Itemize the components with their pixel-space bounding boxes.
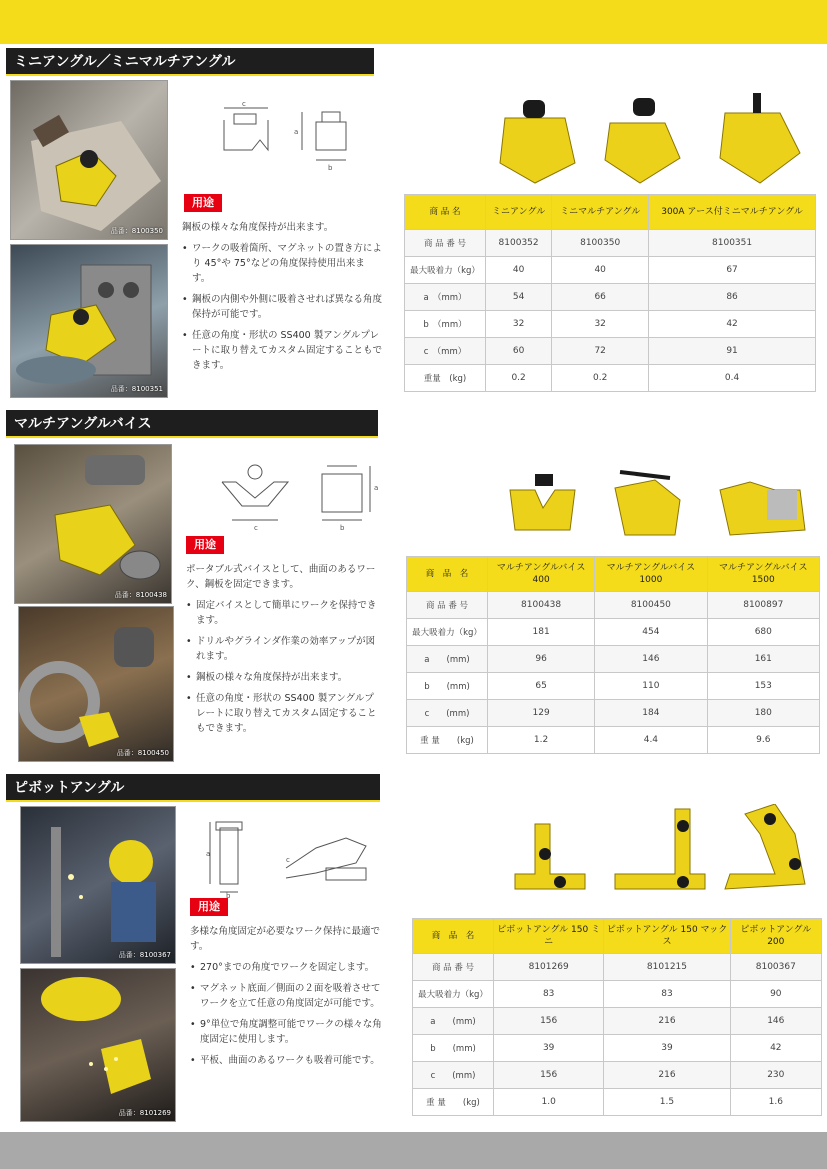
table-cell: 454 xyxy=(595,619,707,646)
table-cell: 65 xyxy=(488,673,595,700)
product-photo xyxy=(20,806,176,964)
usage-bullet: • 9°単位で角度調整可能でワークの様々な角度固定に使用します。 xyxy=(190,1017,386,1047)
usage-description xyxy=(186,562,382,742)
product-images xyxy=(505,804,820,904)
top-accent-bar xyxy=(0,0,827,44)
table-header-cell: ピボットアングル 200 xyxy=(730,919,821,954)
table-cell: 39 xyxy=(494,1035,604,1062)
table-row xyxy=(413,1008,822,1035)
table-row xyxy=(405,257,816,284)
table-cell: c (mm) xyxy=(407,700,488,727)
table-header-row xyxy=(407,557,820,592)
table-cell: 商 品 番 号 xyxy=(407,592,488,619)
usage-bullet: • マグネット底面／側面の２面を吸着させてワークを立て任意の角度固定が可能です。 xyxy=(190,981,386,1011)
usage-description xyxy=(190,924,386,1074)
svg-text:b: b xyxy=(340,524,345,532)
usage-badge: 用途 xyxy=(184,194,222,212)
table-cell: 90 xyxy=(730,981,821,1008)
table-row xyxy=(407,727,820,754)
table-cell: 42 xyxy=(730,1035,821,1062)
table-cell: 1.0 xyxy=(494,1089,604,1116)
photo-caption: 品番：8101269 xyxy=(118,1109,171,1117)
svg-text:a: a xyxy=(374,484,379,492)
section-title: マルチアングルバイス xyxy=(6,410,378,438)
dimension-drawing xyxy=(206,818,386,898)
table-row xyxy=(405,338,816,365)
table-cell: 最大吸着力（kg） xyxy=(405,257,486,284)
product-photo xyxy=(10,244,168,398)
table-cell: 161 xyxy=(707,646,819,673)
table-cell: 54 xyxy=(486,284,552,311)
table-cell: 8100351 xyxy=(649,230,816,257)
table-cell: 8100897 xyxy=(707,592,819,619)
section-title: ピボットアングル xyxy=(6,774,380,802)
usage-bullet: • 270°までの角度でワークを固定します。 xyxy=(190,960,386,975)
table-cell: 156 xyxy=(494,1062,604,1089)
product-images xyxy=(495,88,815,208)
svg-text:c: c xyxy=(242,100,246,108)
table-row xyxy=(407,592,820,619)
product-photo xyxy=(20,968,176,1122)
bottom-bar xyxy=(0,1132,827,1169)
usage-bullet: • ワークの吸着箇所、マグネットの置き方により 45°や 75°などの角度保持使用出来ます。 xyxy=(182,241,382,286)
table-cell: b (mm) xyxy=(407,673,488,700)
usage-description xyxy=(182,220,382,379)
table-cell: 8100350 xyxy=(552,230,649,257)
usage-badge: 用途 xyxy=(190,898,228,916)
section-pivot-angle xyxy=(0,774,827,1132)
table-cell: 40 xyxy=(486,257,552,284)
dimension-drawing xyxy=(212,100,362,180)
table-cell: 129 xyxy=(488,700,595,727)
section-title: ミニアングル／ミニマルチアングル xyxy=(6,48,374,76)
product-photo xyxy=(18,606,174,762)
photo-caption: 品番：8100350 xyxy=(110,227,163,235)
table-cell: 0.2 xyxy=(486,365,552,392)
table-cell: c （mm） xyxy=(405,338,486,365)
photo-caption: 品番：8100438 xyxy=(114,591,167,599)
table-cell: 184 xyxy=(595,700,707,727)
table-cell: 0.4 xyxy=(649,365,816,392)
table-cell: 32 xyxy=(552,311,649,338)
table-cell: 216 xyxy=(604,1062,730,1089)
table-row xyxy=(407,700,820,727)
table-row xyxy=(407,673,820,700)
table-cell: 110 xyxy=(595,673,707,700)
svg-text:a: a xyxy=(206,850,211,858)
table-cell: 8100438 xyxy=(488,592,595,619)
usage-badge: 用途 xyxy=(186,536,224,554)
table-cell: 146 xyxy=(730,1008,821,1035)
table-cell: 680 xyxy=(707,619,819,646)
table-header-cell: ピボットアングル 150 ミニ xyxy=(494,919,604,954)
table-cell: 181 xyxy=(488,619,595,646)
pivot-sparks-photo-illustration xyxy=(21,969,176,1122)
table-row xyxy=(413,1062,822,1089)
photo-caption: 品番：8100367 xyxy=(118,951,171,959)
usage-bullet: • ドリルやグラインダ作業の効率アップが図れます。 xyxy=(186,634,382,664)
table-header-cell: ミニアングル xyxy=(486,195,552,230)
table-row xyxy=(407,619,820,646)
table-cell: b (mm) xyxy=(413,1035,494,1062)
table-cell: 重 量 (kg) xyxy=(413,1089,494,1116)
usage-intro: 鋼板の様々な角度保持が出来ます。 xyxy=(182,222,334,233)
table-header-cell: 商 品 名 xyxy=(407,557,488,592)
mini-multi-angle-photo-illustration xyxy=(11,245,168,398)
table-header-cell: 300A アース付ミニマルチアングル xyxy=(649,195,816,230)
table-header-cell: マルチアングルバイス 1000 xyxy=(595,557,707,592)
usage-bullet: • 固定バイスとして簡単にワークを保持できます。 xyxy=(186,598,382,628)
photo-caption: 品番：8100351 xyxy=(110,385,163,393)
product-images xyxy=(505,460,815,550)
spec-table xyxy=(406,556,820,754)
svg-text:c: c xyxy=(254,524,258,532)
usage-bullet: • 鋼板の様々な角度保持が出来ます。 xyxy=(186,670,382,685)
table-cell: 42 xyxy=(649,311,816,338)
table-row xyxy=(413,954,822,981)
table-cell: 商 品 番 号 xyxy=(405,230,486,257)
table-row xyxy=(413,981,822,1008)
table-cell: a (mm) xyxy=(413,1008,494,1035)
table-cell: 96 xyxy=(488,646,595,673)
dimension-drawing xyxy=(212,454,382,534)
svg-text:c: c xyxy=(286,856,290,864)
table-row xyxy=(405,230,816,257)
table-cell: 1.2 xyxy=(488,727,595,754)
table-header-cell: ピボットアングル 150 マックス xyxy=(604,919,730,954)
table-cell: 86 xyxy=(649,284,816,311)
photo-caption: 品番：8100450 xyxy=(116,749,169,757)
table-cell: 8101215 xyxy=(604,954,730,981)
usage-intro: 多様な角度固定が必要なワーク保持に最適です。 xyxy=(190,926,381,952)
table-cell: 4.4 xyxy=(595,727,707,754)
table-row xyxy=(405,284,816,311)
table-cell: 最大吸着力（kg） xyxy=(407,619,488,646)
table-cell: 重量 (kg) xyxy=(405,365,486,392)
table-header-cell: 商 品 名 xyxy=(413,919,494,954)
table-cell: 重 量 (kg) xyxy=(407,727,488,754)
table-header-cell: 商 品 名 xyxy=(405,195,486,230)
mini-angle-photo-illustration xyxy=(11,81,168,240)
table-row xyxy=(407,646,820,673)
table-cell: 83 xyxy=(604,981,730,1008)
table-header-row xyxy=(413,919,822,954)
svg-text:a: a xyxy=(294,128,299,136)
table-cell: 40 xyxy=(552,257,649,284)
table-cell: b （mm） xyxy=(405,311,486,338)
table-cell: 32 xyxy=(486,311,552,338)
table-cell: 67 xyxy=(649,257,816,284)
table-header-cell: ミニマルチアングル xyxy=(552,195,649,230)
table-cell: 8100450 xyxy=(595,592,707,619)
table-cell: 9.6 xyxy=(707,727,819,754)
table-cell: 180 xyxy=(707,700,819,727)
table-cell: 最大吸着力（kg） xyxy=(413,981,494,1008)
table-cell: 146 xyxy=(595,646,707,673)
table-row xyxy=(405,365,816,392)
table-cell: 8100367 xyxy=(730,954,821,981)
usage-bullet: • 平板、曲面のあるワークも吸着可能です。 xyxy=(190,1053,386,1068)
table-header-cell: マルチアングルバイス 1500 xyxy=(707,557,819,592)
table-cell: 1.5 xyxy=(604,1089,730,1116)
table-cell: 8100352 xyxy=(486,230,552,257)
table-cell: 156 xyxy=(494,1008,604,1035)
table-cell: 0.2 xyxy=(552,365,649,392)
product-photo xyxy=(14,444,172,604)
table-cell: 商 品 番 号 xyxy=(413,954,494,981)
table-cell: 39 xyxy=(604,1035,730,1062)
section-mini-angle xyxy=(0,48,827,408)
pivot-welding-photo-illustration xyxy=(21,807,176,964)
table-cell: 91 xyxy=(649,338,816,365)
vise-welding-photo-illustration xyxy=(19,607,174,762)
spec-table xyxy=(412,918,822,1116)
svg-text:b: b xyxy=(226,892,231,898)
table-cell: 230 xyxy=(730,1062,821,1089)
svg-text:b: b xyxy=(328,164,333,172)
usage-intro: ポータブル式バイスとして、曲面のあるワーク、鋼板を固定できます。 xyxy=(186,564,376,590)
usage-bullet: • 任意の角度・形状の SS400 製アングルプレートに取り替えてカスタム固定することもできます。 xyxy=(182,328,382,373)
table-cell: c (mm) xyxy=(413,1062,494,1089)
vise-photo-illustration xyxy=(15,445,172,604)
table-cell: 1.6 xyxy=(730,1089,821,1116)
table-header-cell: マルチアングルバイス 400 xyxy=(488,557,595,592)
table-cell: 216 xyxy=(604,1008,730,1035)
section-multi-angle-vise xyxy=(0,410,827,770)
table-cell: 72 xyxy=(552,338,649,365)
product-photo xyxy=(10,80,168,240)
table-row xyxy=(413,1035,822,1062)
table-cell: 153 xyxy=(707,673,819,700)
table-cell: a （mm） xyxy=(405,284,486,311)
table-cell: 83 xyxy=(494,981,604,1008)
table-header-row xyxy=(405,195,816,230)
table-row xyxy=(405,311,816,338)
table-cell: 66 xyxy=(552,284,649,311)
table-row xyxy=(413,1089,822,1116)
usage-bullet: • 鋼板の内側や外側に吸着させれば異なる角度保持が可能です。 xyxy=(182,292,382,322)
table-cell: a (mm) xyxy=(407,646,488,673)
table-cell: 8101269 xyxy=(494,954,604,981)
usage-bullet: • 任意の角度・形状の SS400 製アングルプレートに取り替えてカスタム固定することもできます。 xyxy=(186,691,382,736)
table-cell: 60 xyxy=(486,338,552,365)
spec-table xyxy=(404,194,816,392)
